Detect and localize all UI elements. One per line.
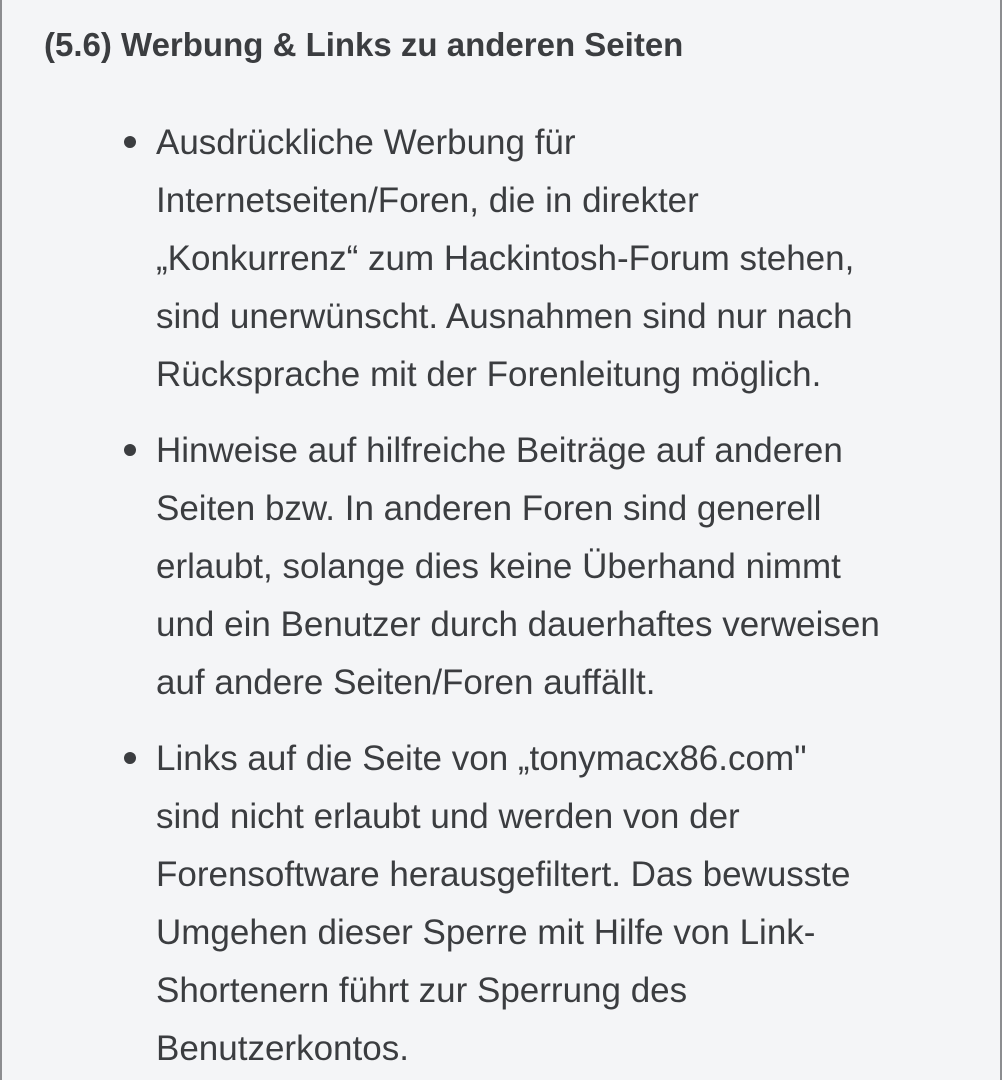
rule-line: Umgehen dieser Sperre mit Hilfe von Link-: [156, 913, 816, 952]
section-title: (5.6) Werbung & Links zu anderen Seiten: [44, 26, 684, 63]
bullet-icon: [124, 752, 136, 764]
rule-line: „Konkurrenz“ zum Hackintosh-Forum stehen,: [156, 239, 855, 278]
rule-line: Shortenern führt zur Sperrung des: [156, 971, 688, 1010]
rule-item-1: [120, 114, 980, 404]
rule-text-1: [156, 114, 980, 404]
rule-line: sind nicht erlaubt und werden von der: [156, 797, 740, 836]
rule-line: Links auf die Seite von „tonymacx86.com": [156, 739, 807, 778]
rule-line: Hinweise auf hilfreiche Beiträge auf anderen: [156, 431, 843, 470]
rule-line: Seiten bzw. In anderen Foren sind generell: [156, 489, 822, 528]
rule-list: [120, 114, 980, 1080]
rule-item-3: [120, 730, 980, 1078]
rule-line: Ausdrückliche Werbung für: [156, 123, 576, 162]
rule-text-3: [156, 730, 980, 1078]
rule-line: und ein Benutzer durch dauerhaftes verweisen: [156, 605, 880, 644]
rule-line: Internetseiten/Foren, die in direkter: [156, 181, 699, 220]
rule-text-2: [156, 422, 980, 712]
rule-line: Rücksprache mit der Forenleitung möglich.: [156, 355, 822, 394]
rule-line: erlaubt, solange dies keine Überhand nimmt: [156, 547, 841, 586]
rule-line: auf andere Seiten/Foren auffällt.: [156, 663, 656, 702]
rule-line: Benutzerkontos.: [156, 1029, 409, 1068]
bullet-icon: [124, 136, 136, 148]
bullet-icon: [124, 444, 136, 456]
rule-line: Forensoftware herausgefiltert. Das bewusste: [156, 855, 851, 894]
rule-line: sind unerwünscht. Ausnahmen sind nur nach: [156, 297, 853, 336]
rule-item-2: [120, 422, 980, 712]
